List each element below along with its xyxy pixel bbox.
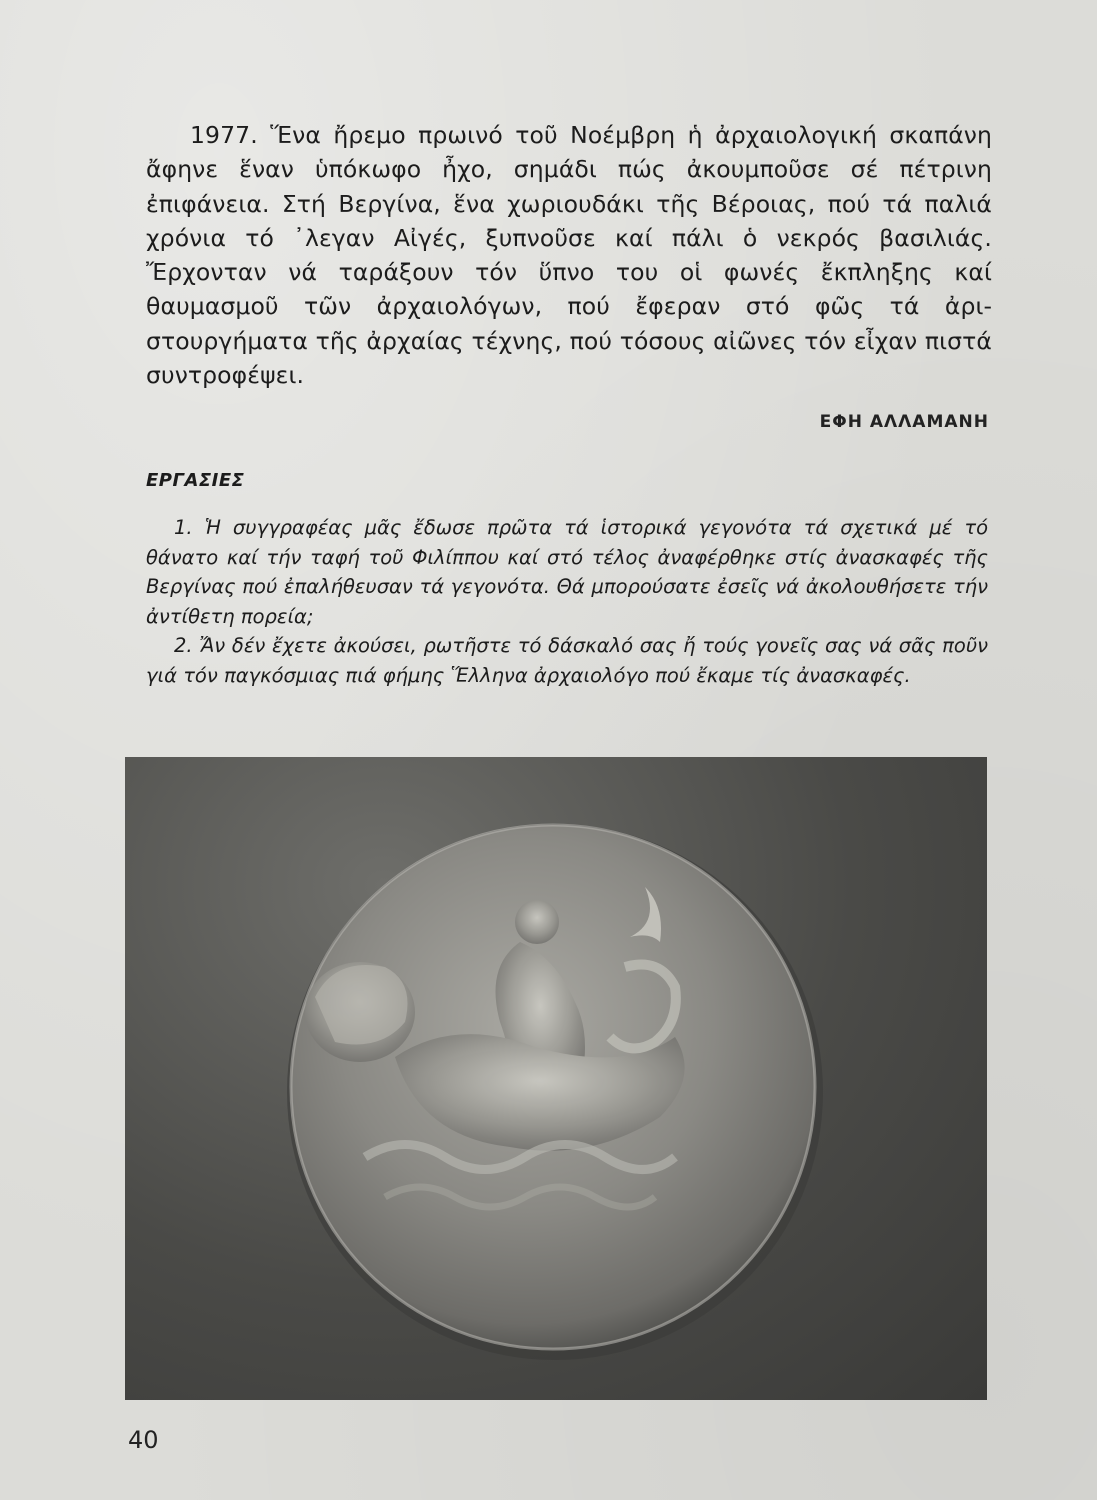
article-paragraph-text: 1977. Ἕνα ἤρεμο πρωινό τοῦ Νοέμβρη ἡ ἀρχαιολογική σκαπάνη ἄφηνε ἕναν ὑπόκωφο ἦχο, σημάδι πώς ἀκουμποῦσε σέ πέτρινη ἐπιφάνεια. Στή Βεργίνα, ἕνα χωριουδάκι τῆς Βέροιας, πού τά παλιά χρόνια τό ᾿λεγαν Αἰγές, ξυπνοῦσε καί πάλι ὁ νεκρός βασιλιάς. Ἔρχονταν νά ταράξουν τόν ὕπνο του οἱ φωνές ἔκπληξης καί θαυμασμοῦ τῶν ἀρχαιολόγων, πού ἔφεραν στό φῶς τά ἀριστουργήματα τῆς ἀρχαίας τέχνης, πού τόσους αἰῶνες τόν εἶχαν πιστά συντροφέψει. bbox=[146, 121, 992, 390]
figure-head bbox=[515, 900, 559, 944]
exercise-item-1: 1. Ἡ συγγραφέας μᾶς ἔδωσε πρῶτα τά ἱστορικά γεγονότα τά σχετικά μέ τό θάνατο καί τήν ταφή τοῦ Φιλίππου καί στό τέλος ἀναφέρθηκε στίς ἀνασκαφές τῆς Βεργίνας πού ἐπαλήθευσαν τά γεγονότα. Θά μπορούσατε ἐσεῖς νά ἀκολουθήσετε τήν ἀντίθετη πορεία; bbox=[146, 516, 988, 628]
exercises-list bbox=[146, 513, 988, 690]
exercise-item-2: 2. Ἄν δέν ἔχετε ἀκούσει, ρωτῆστε τό δάσκαλό σας ἤ τούς γονεῖς σας νά σᾶς ποῦν γιά τόν παγκόσμιας πιά φήμης Ἕλληνα ἀρχαιολόγο πού ἔκαμε τίς ἀνασκαφές. bbox=[146, 634, 988, 687]
gold-medallion-photo bbox=[125, 757, 987, 1400]
author-name: ΕΦΗ ΑΛΛΑΜΑΝΗ bbox=[819, 412, 989, 432]
medallion-illustration bbox=[125, 757, 987, 1400]
article-paragraph bbox=[146, 118, 992, 392]
exercises-heading: ΕΡΓΑΣΙΕΣ bbox=[146, 470, 245, 491]
page-number: 40 bbox=[128, 1426, 159, 1454]
